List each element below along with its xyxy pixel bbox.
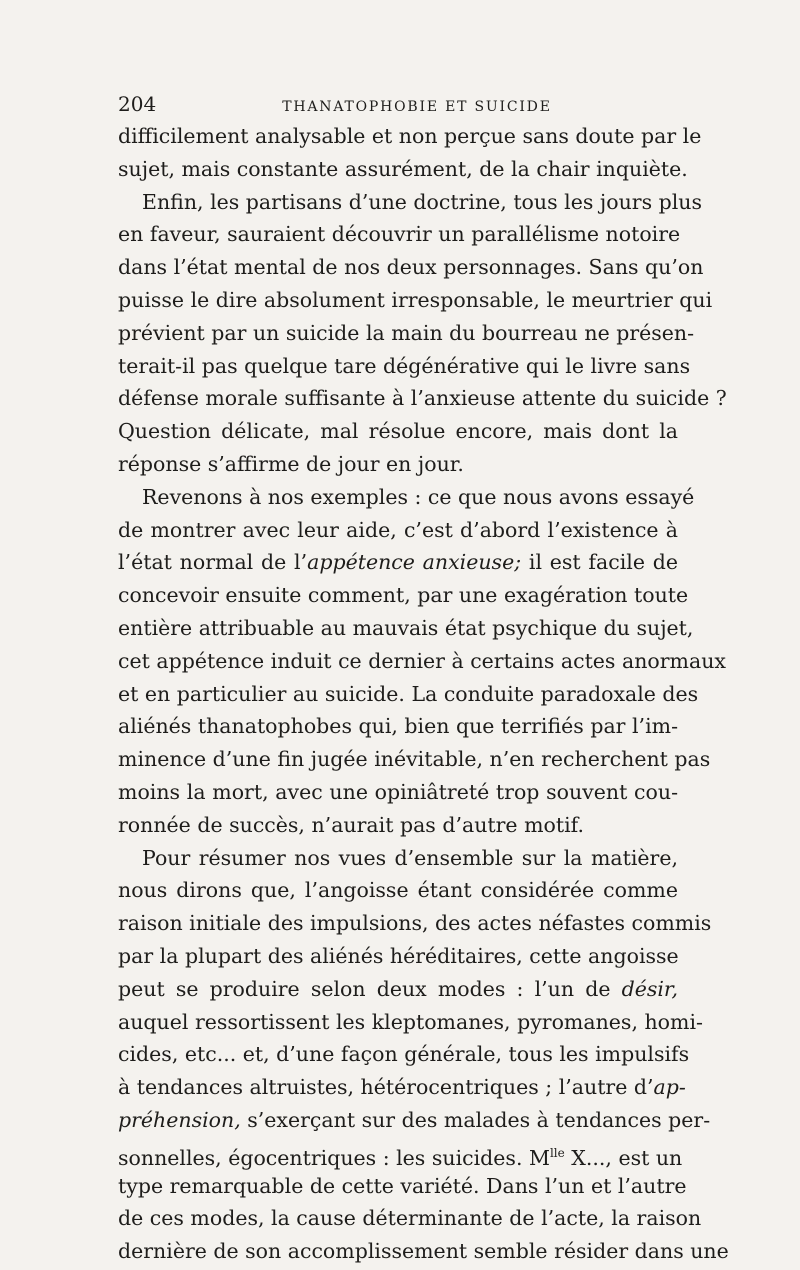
text-line — [118, 284, 713, 317]
text-line — [118, 940, 678, 973]
text-line — [118, 415, 678, 448]
text-line — [118, 743, 711, 776]
text-line — [118, 579, 689, 612]
text-line — [118, 1137, 683, 1170]
text-line — [118, 1235, 729, 1268]
text-segment: peut se produire selon deux modes : l’un de — [118, 976, 622, 1001]
text-segment: auquel ressortissent les kleptomanes, pyromanes, homi- — [118, 1009, 703, 1034]
text-line — [118, 153, 688, 186]
text-line — [118, 317, 695, 350]
text-line — [118, 1170, 687, 1203]
text-line — [118, 874, 678, 907]
page-header — [118, 92, 682, 116]
text-line — [118, 481, 695, 514]
italic-text: appétence anxieuse; — [307, 550, 522, 575]
text-segment: dernière de son accomplissement semble résider dans une — [118, 1239, 729, 1264]
text-segment: terait-il pas quelque tare dégénérative qui le livre sans — [118, 353, 691, 378]
text-segment: en faveur, sauraient découvrir un parallélisme notoire — [118, 222, 681, 247]
text-line — [118, 186, 703, 219]
text-line — [118, 350, 691, 383]
superscript-text: lle — [549, 1145, 565, 1160]
text-line — [118, 382, 727, 415]
text-segment: Revenons à nos exemples : ce que nous avons essayé — [142, 484, 695, 509]
page-number: 204 — [118, 92, 157, 116]
text-segment: cides, etc... et, d’une façon générale, tous les impulsifs — [118, 1042, 690, 1067]
running-title: THANATOPHOBIE ET SUICIDE — [282, 99, 552, 115]
text-segment: difficilement analysable et non perçue sans doute par le — [118, 124, 702, 148]
text-line — [118, 645, 726, 678]
text-line — [118, 907, 712, 940]
text-segment: et en particulier au suicide. La conduite paradoxale des — [118, 681, 699, 706]
text-segment: à tendances altruistes, hétérocentriques ; l’autre d’ — [118, 1075, 654, 1100]
text-segment: nous dirons que, l’angoisse étant considérée comme — [118, 878, 678, 903]
text-line — [118, 973, 678, 1006]
italic-text: préhension, — [118, 1107, 241, 1132]
text-segment: sujet, mais constante assurément, de la chair inquiète. — [118, 156, 688, 181]
text-segment: Pour résumer nos vues d’ensemble sur la matière, — [142, 845, 678, 870]
text-line — [118, 1006, 703, 1039]
text-segment: défense morale suffisante à l’anxieuse attente du suicide ? — [118, 386, 727, 411]
text-segment: moins la mort, avec une opiniâtreté trop souvent cou- — [118, 779, 678, 804]
text-segment: dans l’état mental de nos deux personnages. Sans qu’on — [118, 255, 704, 280]
text-segment: l’état normal de l’ — [118, 550, 308, 575]
text-segment: ronnée de succès, n’aurait pas d’autre motif. — [118, 812, 585, 837]
text-segment: il est facile de — [521, 550, 678, 575]
text-segment: sonnelles, égocentriques : les suicides. M — [118, 1145, 550, 1170]
text-segment: réponse s’affirme de jour en jour. — [118, 451, 464, 476]
text-line — [118, 448, 678, 481]
text-segment: Enfin, les partisans d’une doctrine, tous les jours plus — [142, 189, 703, 214]
text-segment: de ces modes, la cause déterminante de l’acte, la raison — [118, 1206, 702, 1231]
text-line — [118, 514, 678, 547]
text-segment: s’exerçant sur des malades à tendances per- — [240, 1107, 711, 1132]
text-segment: puisse le dire absolument irresponsable, le meurtrier qui — [118, 287, 713, 312]
text-segment: par la plupart des aliénés héréditaires, cette angoisse — [118, 943, 679, 968]
text-line — [118, 842, 678, 875]
text-line — [118, 678, 699, 711]
text-segment: concevoir ensuite comment, par une exagération toute — [118, 583, 689, 608]
italic-text: ap- — [653, 1075, 686, 1100]
text-line — [118, 251, 704, 284]
text-line — [118, 546, 678, 579]
text-line — [118, 218, 681, 251]
text-segment: Question délicate, mal résolue encore, mais dont la — [118, 419, 678, 444]
body-text — [118, 120, 729, 1268]
text-line — [118, 809, 678, 842]
text-line — [118, 776, 678, 809]
text-segment: prévient par un suicide la main du bourreau ne présen- — [118, 320, 695, 345]
text-line — [118, 1104, 711, 1137]
text-segment: minence d’une fin jugée inévitable, n’en recherchent pas — [118, 747, 711, 772]
text-segment: cet appétence induit ce dernier à certains actes anormaux — [118, 648, 726, 673]
text-line — [118, 1202, 702, 1235]
text-line — [118, 120, 702, 153]
text-segment: raison initiale des impulsions, des actes néfastes commis — [118, 911, 712, 936]
text-line — [118, 1071, 686, 1104]
text-line — [118, 710, 678, 743]
text-segment: entière attribuable au mauvais état psychique du sujet, — [118, 615, 694, 640]
text-segment: X..., est un — [564, 1145, 683, 1170]
text-line — [118, 1038, 690, 1071]
text-segment: type remarquable de cette variété. Dans l’un et l’autre — [118, 1173, 687, 1198]
text-segment: de montrer avec leur aide, c’est d’abord l’existence à — [118, 517, 678, 542]
text-line — [118, 612, 694, 645]
italic-text: désir, — [621, 976, 678, 1001]
text-segment: aliénés thanatophobes qui, bien que terrifiés par l’im- — [118, 714, 678, 739]
